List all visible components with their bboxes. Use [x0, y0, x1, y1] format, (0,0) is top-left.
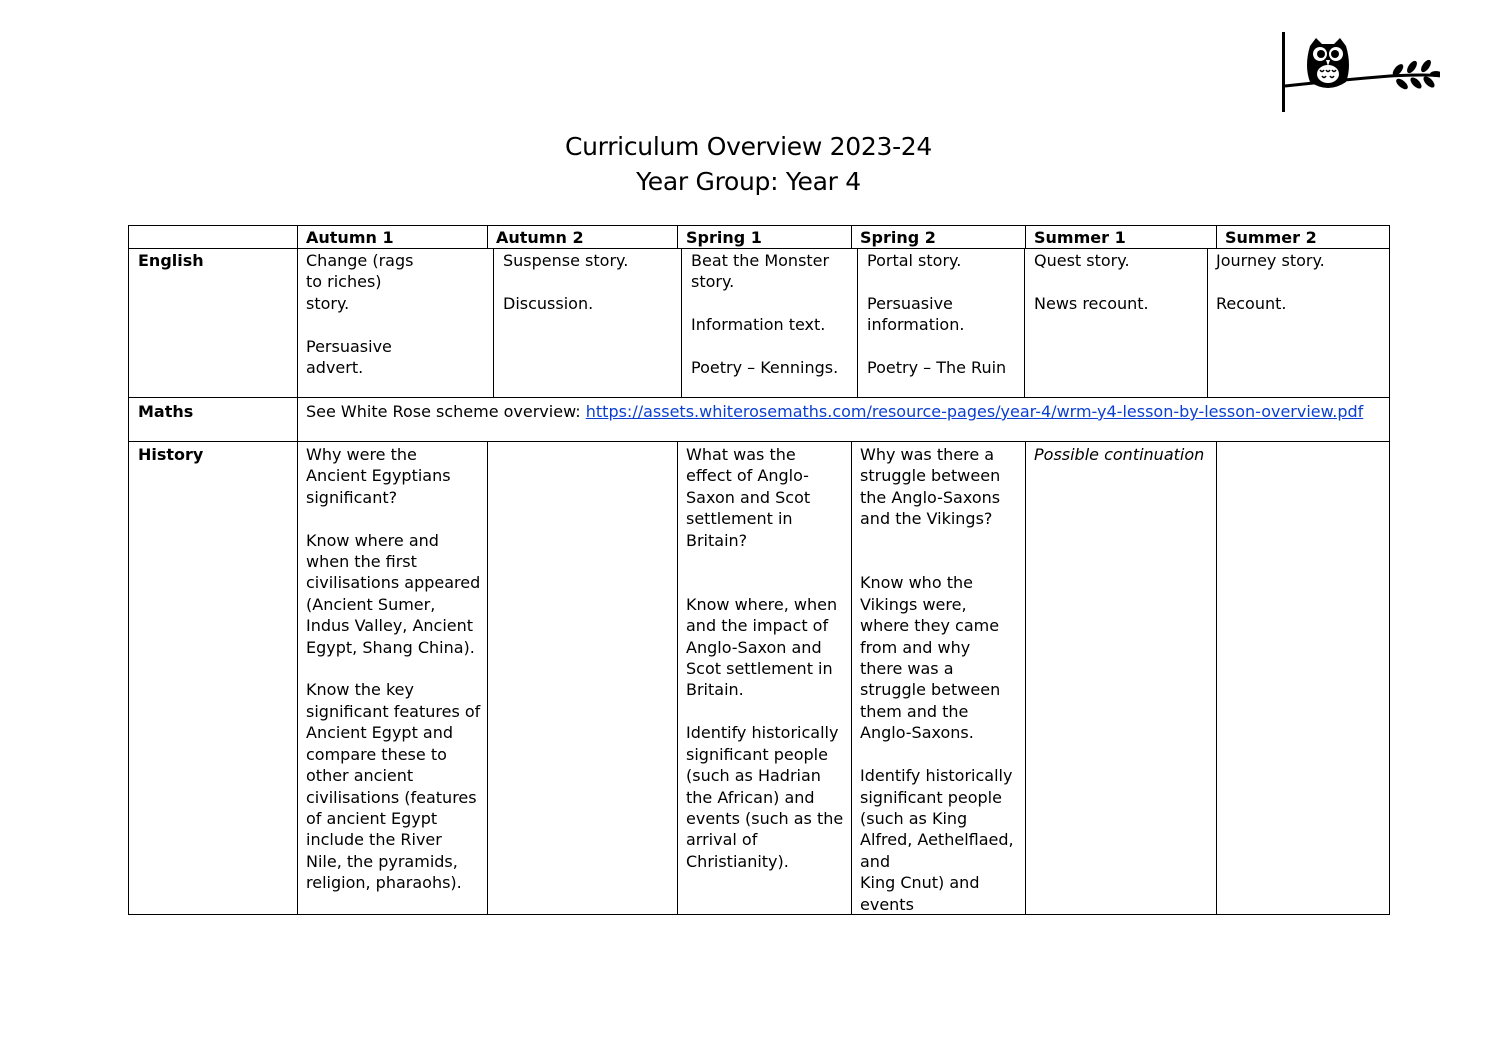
maths-overview	[306, 401, 1386, 422]
english-autumn-2: Suspense story. Discussion.	[503, 251, 629, 313]
english-spring-2: Portal story. Persuasive information. Poetry – The Ruin	[867, 251, 1007, 378]
column-header-summer-1: Summer 1	[1034, 228, 1126, 247]
owl-on-branch-icon	[1280, 30, 1440, 114]
history-autumn-1: Why were the Ancient Egyptians significant? Know where and when the first civilisations appeared (Ancient Sumer, Indus Valley, Ancient Egypt, Shang China). Know the key significant features of Ancient Egypt and compare these to other ancient civilisations (features of ancient Egypt include the River Nile, the pyramids, religion, pharaohs).	[306, 445, 481, 893]
page-title: Curriculum Overview 2023-24	[564, 132, 933, 161]
english-summer-2: Journey story. Recount.	[1216, 251, 1325, 313]
column-header-autumn-1: Autumn 1	[306, 228, 394, 247]
english-spring-1: Beat the Monster story. Information text. Poetry – Kennings.	[691, 251, 839, 378]
page-subtitle: Year Group: Year 4	[636, 167, 861, 196]
row-label-history: History	[138, 445, 204, 464]
history-summer-1: Possible continuation	[1034, 445, 1205, 464]
english-autumn-1: Change (rags to riches) story. Persuasive advert.	[306, 251, 414, 378]
column-header-spring-2: Spring 2	[860, 228, 936, 247]
row-label-english: English	[138, 251, 204, 270]
row-label-maths: Maths	[138, 402, 194, 421]
white-rose-overview-link[interactable]: https://assets.whiterosemaths.com/resource-pages/year-4/wrm-y4-lesson-by-lesson-overview.pdf	[585, 402, 1364, 421]
column-header-summer-2: Summer 2	[1225, 228, 1317, 247]
maths-overview-text: See White Rose scheme overview:	[306, 402, 586, 421]
column-header-autumn-2: Autumn 2	[496, 228, 584, 247]
history-spring-2: Why was there a struggle between the Anglo-Saxons and the Vikings? Know who the Vikings were, where they came from and why there was a struggle between them and the Anglo-Saxons. Identify historically significant people (such as King Alfred, Aethelflaed, and King Cnut) and events	[860, 445, 1014, 914]
column-header-spring-1: Spring 1	[686, 228, 762, 247]
history-spring-1: What was the effect of Anglo- Saxon and Scot settlement in Britain? Know where, when and the impact of Anglo-Saxon and Scot settlement in Britain. Identify historically significant people (such as Hadrian the African) and events (such as the arrival of Christianity).	[686, 445, 844, 871]
english-summer-1: Quest story. News recount.	[1034, 251, 1149, 313]
